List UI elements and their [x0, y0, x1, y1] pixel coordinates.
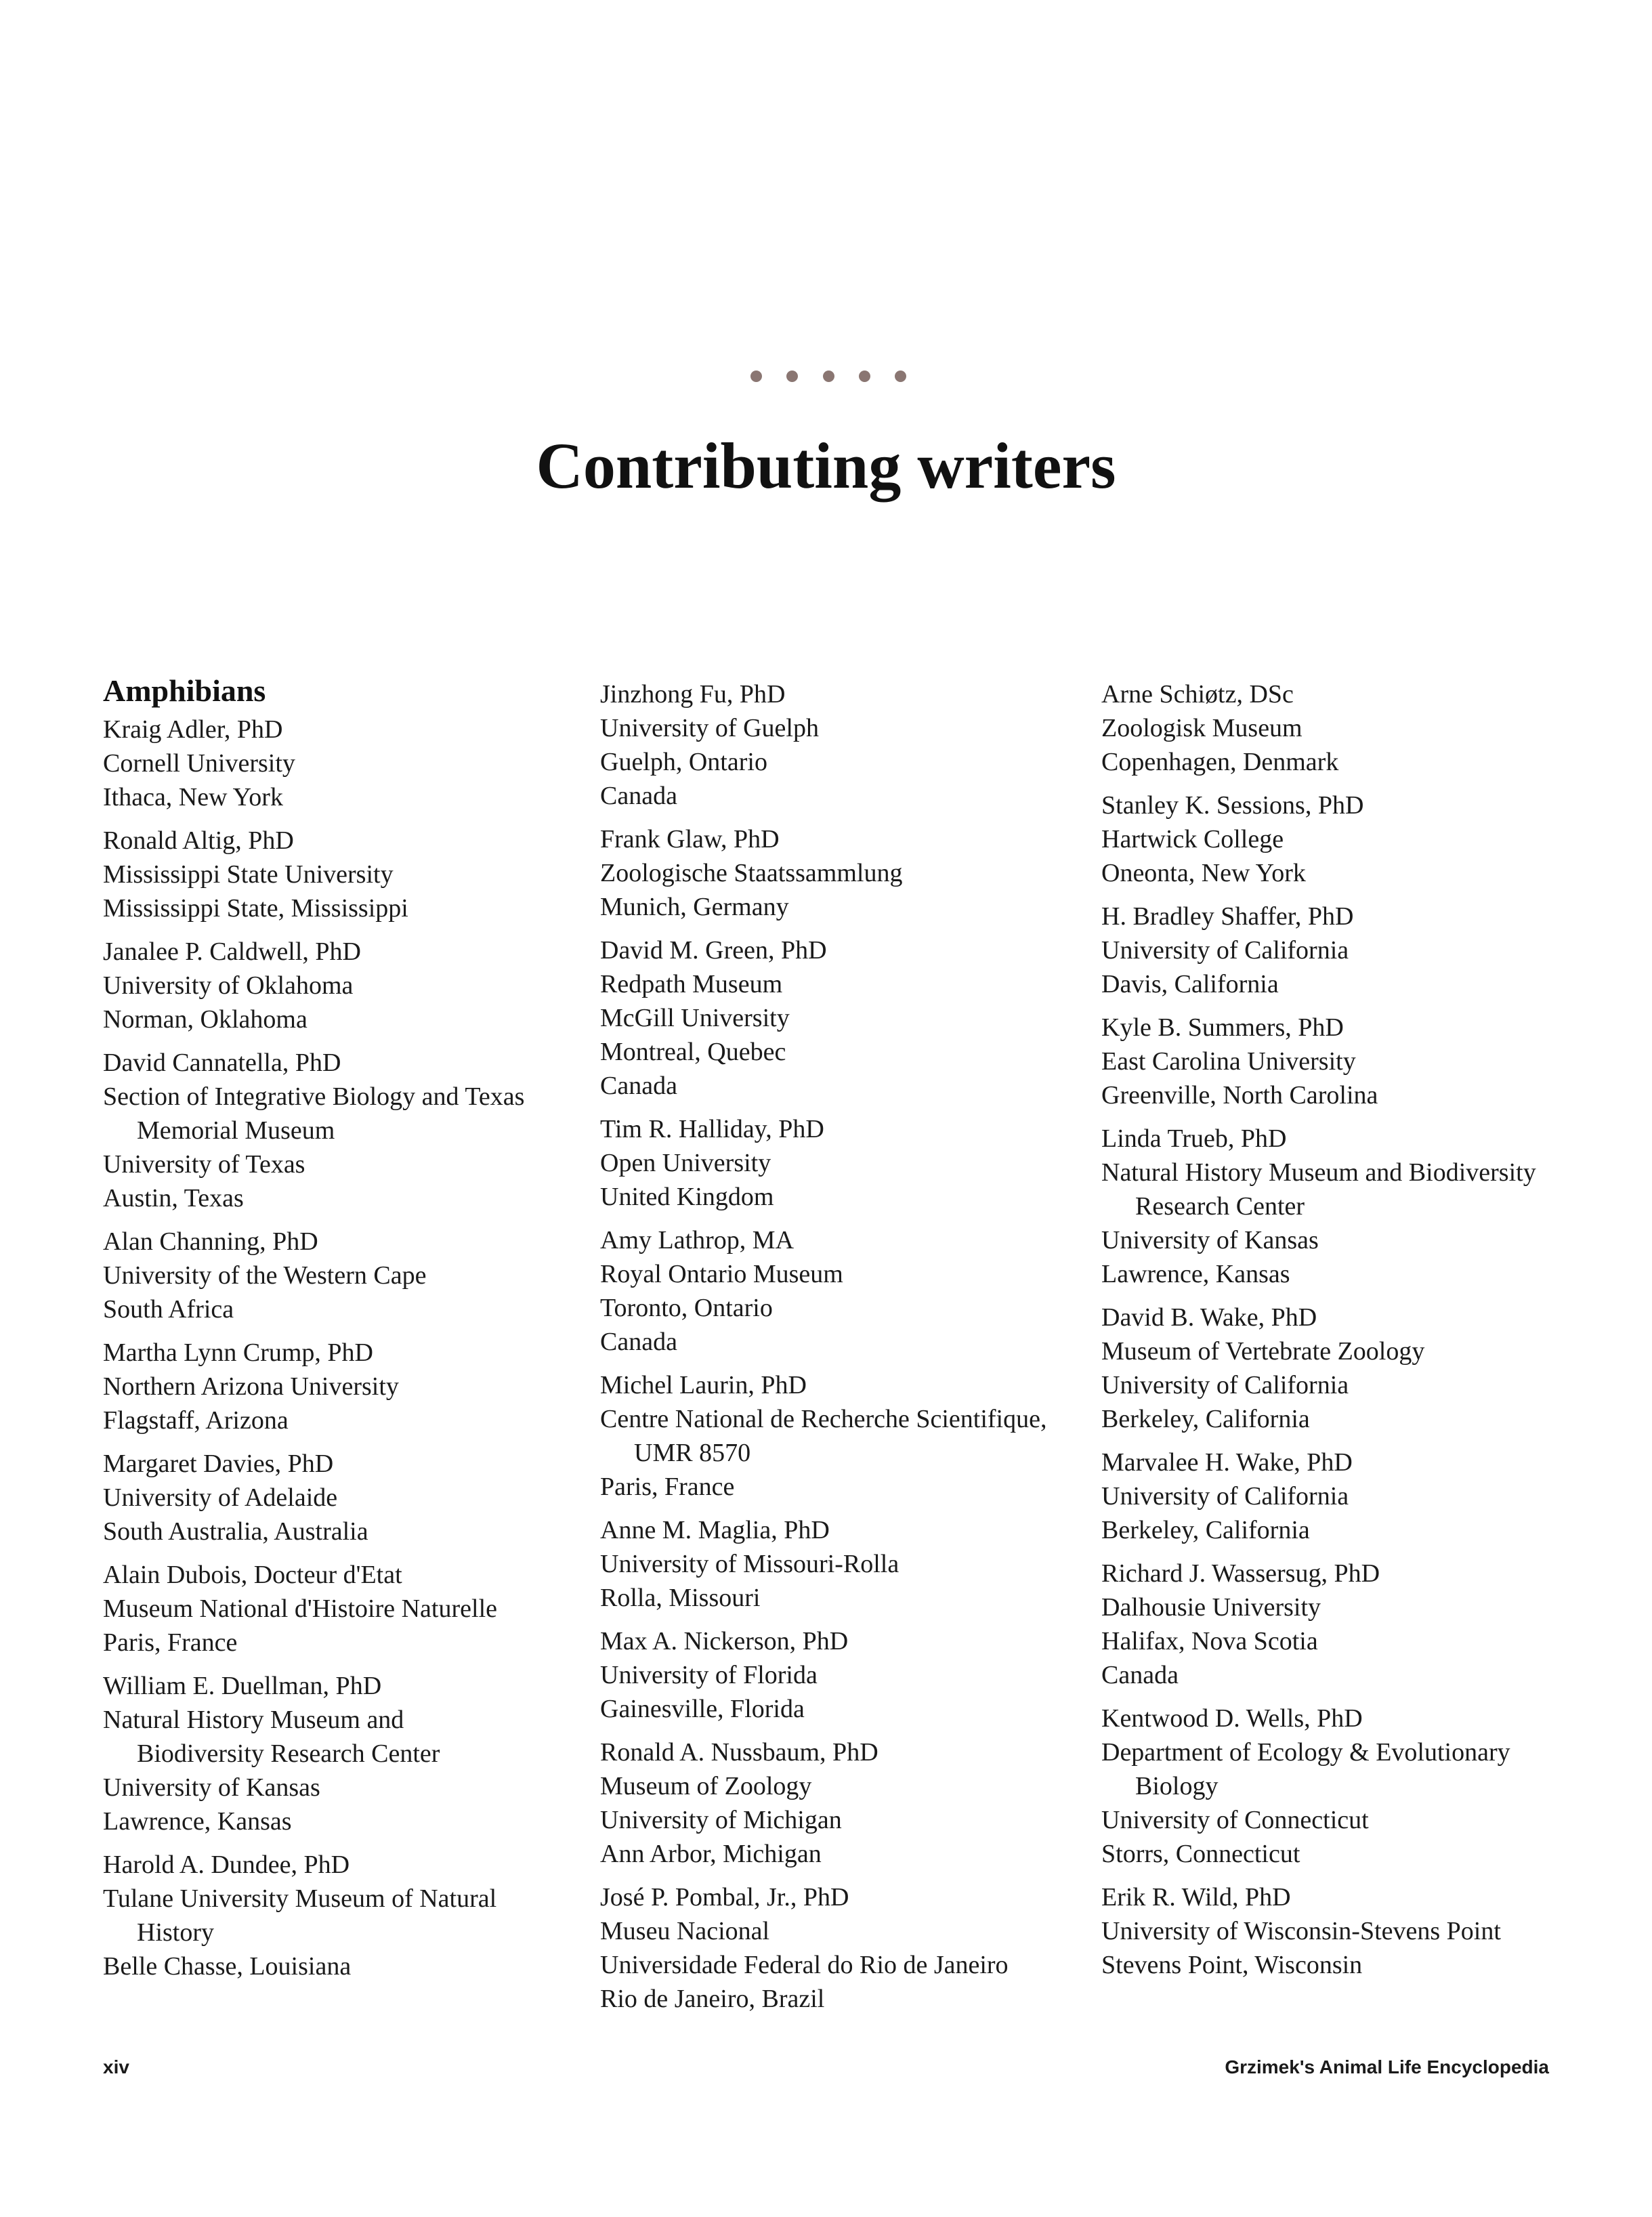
contributor-affiliation: Lawrence, Kansas: [1101, 1260, 1290, 1288]
contributor-entry: [600, 822, 1101, 924]
contributor-name: Jinzhong Fu, PhD: [600, 680, 786, 709]
dot-icon: [750, 371, 762, 382]
contributor-name: Erik R. Wild, PhD: [1101, 1883, 1291, 1912]
contributor-affiliation: Museum National d'Histoire Naturelle: [103, 1595, 497, 1623]
contributor-affiliation: University of Kansas: [1101, 1226, 1319, 1254]
contributor-name: Tim R. Halliday, PhD: [600, 1115, 824, 1143]
contributor-name: Richard J. Wassersug, PhD: [1101, 1559, 1380, 1588]
contributor-affiliation: University of Florida: [600, 1661, 818, 1689]
ornamental-dots: [750, 371, 906, 384]
contributor-affiliation: Canada: [600, 782, 677, 810]
contributors-column-1: [103, 672, 536, 1993]
contributor-affiliation: South Africa: [103, 1295, 234, 1324]
contributor-affiliation: Copenhagen, Denmark: [1101, 748, 1339, 776]
contributor-affiliation: United Kingdom: [600, 1183, 774, 1211]
contributor-affiliation: University of Texas: [103, 1150, 305, 1179]
contributor-affiliation: Section of Integrative Biology and Texas Memorial Museum: [103, 1082, 525, 1145]
contributor-entry: [1101, 1122, 1575, 1291]
contributor-affiliation: University of Kansas: [103, 1773, 320, 1802]
contributor-affiliation: Flagstaff, Arizona: [103, 1406, 289, 1435]
contributor-affiliation: Greenville, North Carolina: [1101, 1081, 1378, 1110]
contributor-affiliation: Hartwick College: [1101, 825, 1284, 853]
contributor-affiliation: Norman, Oklahoma: [103, 1005, 308, 1034]
contributor-entry: [1101, 788, 1575, 890]
contributor-affiliation: Tulane University Museum of Natural History: [103, 1884, 497, 1947]
running-footer-title: Grzimek's Animal Life Encyclopedia: [1225, 2056, 1549, 2077]
contributor-name: Frank Glaw, PhD: [600, 825, 780, 853]
contributor-affiliation: Montreal, Quebec: [600, 1038, 786, 1066]
dot-icon: [823, 371, 834, 382]
dot-icon: [895, 371, 906, 382]
contributor-affiliation: Mississippi State University: [103, 860, 394, 889]
dot-icon: [786, 371, 798, 382]
contributor-name: Alain Dubois, Docteur d'Etat: [103, 1561, 402, 1589]
contributor-entry: [600, 1223, 1101, 1359]
contributor-name: Linda Trueb, PhD: [1101, 1124, 1287, 1153]
contributor-affiliation: University of Missouri-Rolla: [600, 1550, 899, 1578]
contributor-affiliation: University of Wisconsin-Stevens Point: [1101, 1917, 1501, 1945]
contributor-entry: [103, 1558, 536, 1660]
contributor-affiliation: Canada: [600, 1072, 677, 1100]
dot-icon: [859, 371, 870, 382]
contributor-affiliation: Northern Arizona University: [103, 1372, 399, 1401]
contributor-affiliation: Canada: [600, 1328, 677, 1356]
contributor-affiliation: Toronto, Ontario: [600, 1294, 773, 1322]
contributor-affiliation: Cornell University: [103, 749, 295, 778]
contributor-entry: [1101, 677, 1575, 779]
contributor-entry: [600, 1513, 1101, 1615]
contributor-affiliation: Department of Ecology & Evolutionary Biology: [1101, 1738, 1510, 1800]
contributor-name: Janalee P. Caldwell, PhD: [103, 937, 362, 966]
contributor-affiliation: Museu Nacional: [600, 1917, 770, 1945]
contributor-affiliation: Natural History Museum and Biodiversity Research Center: [1101, 1158, 1536, 1221]
contributor-name: José P. Pombal, Jr., PhD: [600, 1883, 849, 1912]
contributor-entry: [600, 1368, 1101, 1504]
contributor-name: H. Bradley Shaffer, PhD: [1101, 902, 1354, 931]
contributor-name: Kentwood D. Wells, PhD: [1101, 1704, 1363, 1733]
contributor-entry: [1101, 1702, 1575, 1871]
contributor-affiliation: Gainesville, Florida: [600, 1695, 805, 1723]
contributor-entry: [1101, 1011, 1575, 1112]
contributor-name: Alan Channing, PhD: [103, 1227, 318, 1256]
contributor-affiliation: Oneonta, New York: [1101, 859, 1306, 887]
contributor-affiliation: University of California: [1101, 1371, 1349, 1399]
contributor-entry: [103, 1669, 536, 1838]
contributor-affiliation: South Australia, Australia: [103, 1517, 368, 1546]
contributor-name: David Cannatella, PhD: [103, 1049, 341, 1077]
contributor-affiliation: Halifax, Nova Scotia: [1101, 1627, 1318, 1655]
contributor-affiliation: Mississippi State, Mississippi: [103, 894, 408, 923]
contributor-name: Kyle B. Summers, PhD: [1101, 1013, 1344, 1042]
contributor-affiliation: Natural History Museum and Biodiversity Research Center: [103, 1706, 440, 1768]
contributor-name: Ronald A. Nussbaum, PhD: [600, 1738, 878, 1767]
contributor-affiliation: Berkeley, California: [1101, 1405, 1310, 1433]
section-heading: Amphibians: [103, 673, 266, 708]
contributor-affiliation: Berkeley, California: [1101, 1516, 1310, 1544]
contributor-entry: [103, 1447, 536, 1548]
contributor-name: Marvalee H. Wake, PhD: [1101, 1448, 1353, 1477]
contributor-entry: [103, 935, 536, 1036]
contributor-name: David M. Green, PhD: [600, 936, 827, 965]
contributor-entry: [103, 824, 536, 925]
contributor-name: Anne M. Maglia, PhD: [600, 1516, 830, 1544]
contributor-entry: [1101, 1445, 1575, 1547]
contributor-affiliation: Austin, Texas: [103, 1184, 244, 1212]
contributor-affiliation: University of Connecticut: [1101, 1806, 1369, 1834]
contributor-affiliation: University of Guelph: [600, 714, 819, 742]
contributor-affiliation: Redpath Museum: [600, 970, 783, 998]
contributor-entry: [600, 1624, 1101, 1726]
contributor-name: Amy Lathrop, MA: [600, 1226, 795, 1254]
contributor-entry: [1101, 900, 1575, 1001]
contributor-entry: [103, 713, 536, 814]
contributor-entry: [103, 1336, 536, 1437]
contributor-entry: [600, 1112, 1101, 1214]
contributor-affiliation: Davis, California: [1101, 970, 1279, 998]
contributor-name: Martha Lynn Crump, PhD: [103, 1338, 373, 1367]
contributor-affiliation: Dalhousie University: [1101, 1593, 1321, 1622]
contributor-entry: [1101, 1557, 1575, 1692]
contributor-affiliation: Universidade Federal do Rio de Janeiro: [600, 1951, 1009, 1979]
contributor-entry: [600, 933, 1101, 1103]
contributor-name: Ronald Altig, PhD: [103, 826, 294, 855]
contributor-affiliation: Paris, France: [600, 1473, 735, 1501]
contributor-affiliation: Museum of Zoology: [600, 1772, 812, 1800]
contributor-affiliation: Belle Chasse, Louisiana: [103, 1952, 352, 1981]
contributor-affiliation: Ann Arbor, Michigan: [600, 1840, 822, 1868]
contributors-column-3: [1101, 677, 1575, 1991]
contributor-affiliation: Storrs, Connecticut: [1101, 1840, 1300, 1868]
contributor-affiliation: University of California: [1101, 1482, 1349, 1511]
contributor-name: Kraig Adler, PhD: [103, 715, 283, 744]
contributor-name: David B. Wake, PhD: [1101, 1303, 1317, 1332]
contributor-affiliation: University of Adelaide: [103, 1483, 338, 1512]
contributor-affiliation: Centre National de Recherche Scientifique, UMR 8570: [600, 1405, 1047, 1467]
contributor-entry: [600, 1735, 1101, 1871]
contributor-name: Harold A. Dundee, PhD: [103, 1851, 350, 1879]
contributor-affiliation: Zoologische Staatssammlung: [600, 859, 903, 887]
contributor-affiliation: University of Michigan: [600, 1806, 842, 1834]
contributor-affiliation: Museum of Vertebrate Zoology: [1101, 1337, 1425, 1366]
contributor-affiliation: Canada: [1101, 1661, 1179, 1689]
contributor-affiliation: Stevens Point, Wisconsin: [1101, 1951, 1363, 1979]
contributor-name: Margaret Davies, PhD: [103, 1450, 334, 1478]
page-title: Contributing writers: [536, 429, 1116, 502]
contributor-affiliation: Royal Ontario Museum: [600, 1260, 843, 1288]
contributor-entry: [1101, 1880, 1575, 1982]
contributor-name: Michel Laurin, PhD: [600, 1371, 807, 1399]
contributor-affiliation: Rio de Janeiro, Brazil: [600, 1985, 825, 2013]
contributor-affiliation: University of the Western Cape: [103, 1261, 427, 1290]
contributor-affiliation: Rolla, Missouri: [600, 1584, 761, 1612]
contributor-name: William E. Duellman, PhD: [103, 1672, 382, 1700]
contributor-entry: [103, 1848, 536, 1983]
contributor-affiliation: Ithaca, New York: [103, 783, 283, 811]
contributor-affiliation: Zoologisk Museum: [1101, 714, 1302, 742]
page-number: xiv: [103, 2056, 129, 2077]
contributor-affiliation: East Carolina University: [1101, 1047, 1356, 1076]
contributor-affiliation: Open University: [600, 1149, 771, 1177]
contributor-entry: [600, 677, 1101, 813]
contributor-entry: [1101, 1301, 1575, 1436]
contributor-affiliation: Munich, Germany: [600, 893, 789, 921]
contributor-name: Stanley K. Sessions, PhD: [1101, 791, 1364, 820]
contributor-affiliation: Lawrence, Kansas: [103, 1807, 292, 1836]
contributor-affiliation: Paris, France: [103, 1628, 238, 1657]
contributor-entry: [103, 1225, 536, 1326]
contributor-entry: [103, 1046, 536, 1215]
contributor-affiliation: University of California: [1101, 936, 1349, 965]
contributor-affiliation: McGill University: [600, 1004, 790, 1032]
contributor-entry: [600, 1880, 1101, 2016]
contributor-name: Max A. Nickerson, PhD: [600, 1627, 849, 1655]
contributor-affiliation: Guelph, Ontario: [600, 748, 767, 776]
contributor-name: Arne Schiøtz, DSc: [1101, 680, 1294, 709]
contributors-column-2: [600, 677, 1101, 2025]
contributor-affiliation: University of Oklahoma: [103, 971, 354, 1000]
